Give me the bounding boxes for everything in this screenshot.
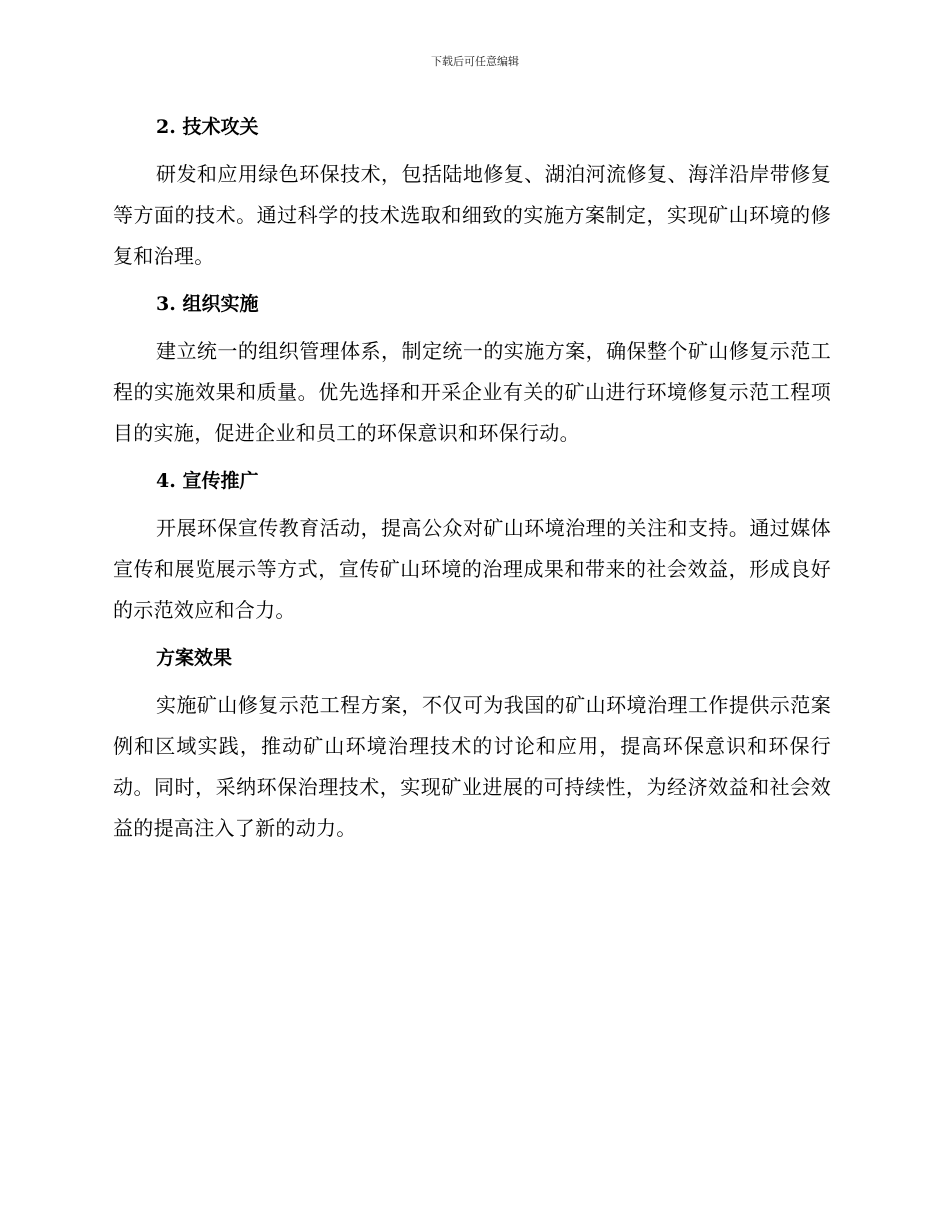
section-paragraph: 研发和应用绿色环保技术，包括陆地修复、湖泊河流修复、海洋沿岸带修复等方面的技术。通过科学的技术选取和细致的实施方案制定，实现矿山环境的修复和治理。 [113,162,831,268]
section-technical-research [113,110,831,277]
section-promotion [113,464,831,631]
section-organization [113,287,831,454]
section-heading: 3. 组织实施 [156,293,259,315]
page-header: 下载后可任意编辑 [431,55,519,68]
section-paragraph: 实施矿山修复示范工程方案，不仅可为我国的矿山环境治理工作提供示范案例和区域实践，推动矿山环境治理技术的讨论和应用，提高环保意识和环保行动。同时，采纳环保治理技术，实现矿业进展的可持续性，为经济效益和社会效益的提高注入了新的动力。 [113,693,831,840]
section-outcome [113,641,831,849]
section-heading: 方案效果 [156,647,233,669]
section-paragraph: 开展环保宣传教育活动，提高公众对矿山环境治理的关注和支持。通过媒体宣传和展览展示等方式，宣传矿山环境的治理成果和带来的社会效益，形成良好的示范效应和合力。 [113,516,831,622]
section-paragraph: 建立统一的组织管理体系，制定统一的实施方案，确保整个矿山修复示范工程的实施效果和质量。优先选择和开采企业有关的矿山进行环境修复示范工程项目的实施，促进企业和员工的环保意识和环保行动。 [113,339,831,445]
section-heading: 4. 宣传推广 [156,470,259,492]
section-heading: 2. 技术攻关 [156,116,259,138]
document-body [113,110,831,859]
